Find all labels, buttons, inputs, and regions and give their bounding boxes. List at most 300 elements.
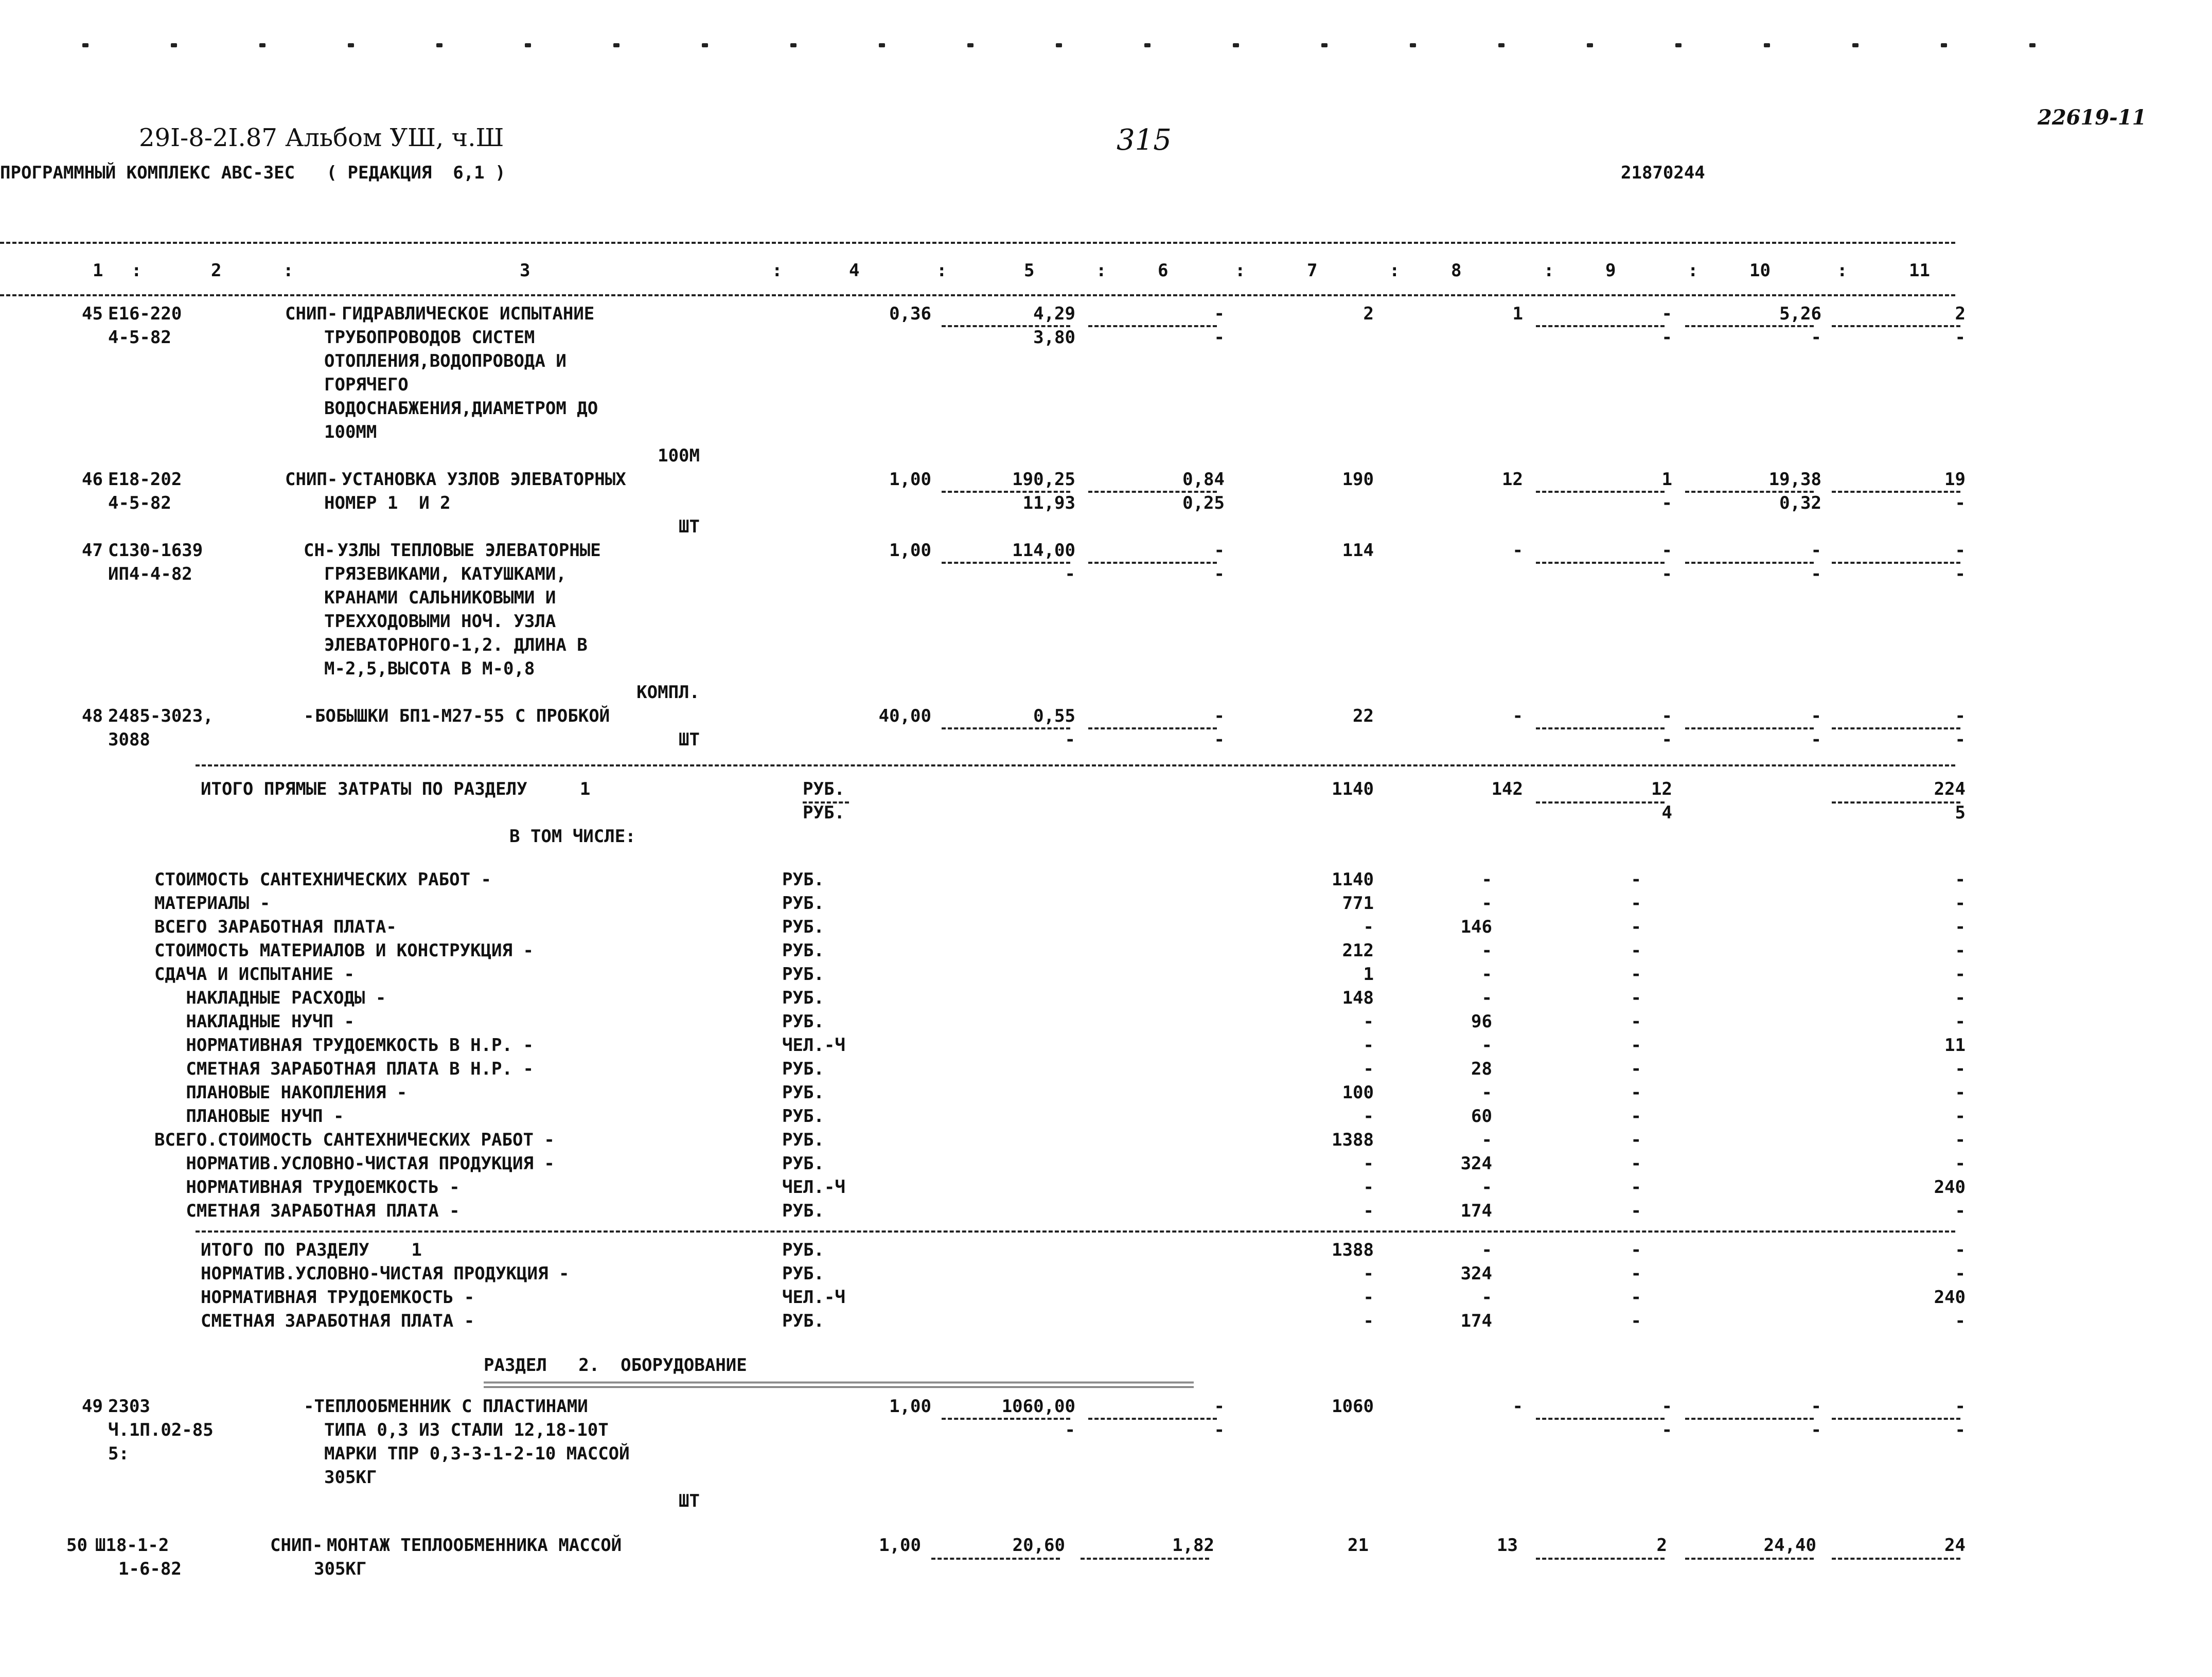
- item-description: -ТЕПЛООБМЕННИК С ПЛАСТИНАМИ: [304, 1396, 588, 1417]
- item-reference: ИП4-4-82: [108, 564, 192, 584]
- unit: РУБ.: [782, 1011, 824, 1032]
- total-wage: -: [1481, 940, 1492, 961]
- section-rule: [196, 1230, 1955, 1233]
- unit-wage-sub: -: [1214, 564, 1225, 584]
- total-wage: -: [1481, 988, 1492, 1008]
- machine-cost: -: [1631, 1177, 1641, 1198]
- machine-cost: -: [1661, 540, 1672, 561]
- column-number: 1: [93, 260, 103, 281]
- total-cost: -: [1363, 1177, 1374, 1198]
- machine-cost: -: [1631, 1035, 1641, 1056]
- column-number: 6: [1158, 260, 1169, 281]
- unit-price-wage: 3,80: [1033, 327, 1075, 348]
- item-unit: ШТ: [679, 516, 700, 537]
- sub-rule: [1088, 325, 1217, 327]
- labor-total: 240: [1934, 1177, 1966, 1198]
- margin-dot: [1321, 43, 1328, 47]
- labor-total: -: [1955, 893, 1966, 914]
- total-wage: -: [1481, 869, 1492, 890]
- sub-rule: [1088, 562, 1217, 564]
- section-title-underline: [484, 1382, 1194, 1388]
- machine-cost: -: [1631, 1263, 1641, 1284]
- section-title: РАЗДЕЛ 2. ОБОРУДОВАНИЕ: [484, 1355, 747, 1376]
- column-number: 5: [1024, 260, 1035, 281]
- column-number: 9: [1605, 260, 1616, 281]
- column-separator: :: [772, 260, 783, 281]
- item-number: 49: [82, 1396, 103, 1417]
- column-separator: :: [1837, 260, 1848, 281]
- machine-wage: -: [1661, 493, 1672, 513]
- labor-total: -: [1955, 540, 1966, 561]
- quantity: 40,00: [878, 706, 931, 726]
- unit-price: 1060,00: [1001, 1396, 1075, 1417]
- column-separator: :: [1235, 260, 1246, 281]
- labor-total: -: [1955, 1082, 1966, 1103]
- labor-total: -: [1955, 964, 1966, 985]
- total-cost: -: [1363, 1106, 1374, 1127]
- item-description: МОНТАЖ ТЕПЛООБМЕННИКА МАССОЙ: [327, 1535, 622, 1556]
- labor-total: 24: [1944, 1535, 1966, 1556]
- sub-rule: [942, 727, 1070, 729]
- labor-total: 19: [1944, 469, 1966, 490]
- unit: РУБ.: [782, 964, 824, 985]
- machine-cost: 1: [1661, 469, 1672, 490]
- total-wage: -: [1512, 706, 1523, 726]
- item-reference: 1-6-82: [118, 1559, 182, 1579]
- total-wage: -: [1512, 540, 1523, 561]
- labor-total-sub: 5: [1955, 802, 1966, 823]
- item-description: ЭЛЕВАТОРНОГО-1,2. ДЛИНА В: [324, 635, 588, 655]
- program-line: ПРОГРАММНЫЙ КОМПЛЕКС АВС-3ЕС ( РЕДАКЦИЯ 6,1 ): [0, 163, 506, 183]
- sub-rule: [1536, 562, 1665, 564]
- labor-unit: -: [1811, 706, 1821, 726]
- total-cost: 2: [1363, 304, 1374, 324]
- unit-price: 20,60: [1012, 1535, 1065, 1556]
- unit: РУБ.: [782, 1059, 824, 1079]
- unit-price-wage: 11,93: [1022, 493, 1075, 513]
- machine-wage: 4: [1661, 802, 1672, 823]
- sub-rule: [1536, 727, 1665, 729]
- labor-unit-sub: -: [1811, 729, 1821, 750]
- labor-unit-sub: -: [1811, 327, 1821, 348]
- total-cost: 1140: [1332, 869, 1374, 890]
- labor-total: -: [1955, 706, 1966, 726]
- item-source: СНИП-: [270, 1535, 323, 1556]
- unit: РУБ.: [782, 940, 824, 961]
- item-description: ТРЕХХОДОВЫМИ НОЧ. УЗЛА: [324, 611, 556, 632]
- column-number: 3: [520, 260, 530, 281]
- total-cost: 190: [1342, 469, 1374, 490]
- margin-dot: [259, 43, 266, 47]
- margin-dot: [1056, 43, 1062, 47]
- total-cost: -: [1363, 1311, 1374, 1331]
- machine-cost: -: [1631, 917, 1641, 937]
- labor-total: -: [1955, 1153, 1966, 1174]
- column-number: 11: [1909, 260, 1930, 281]
- item-number: 48: [82, 706, 103, 726]
- margin-dot: [1941, 43, 1947, 47]
- column-separator: :: [1544, 260, 1554, 281]
- unit-wage-sub: -: [1214, 327, 1225, 348]
- item-reference: 4-5-82: [108, 493, 171, 513]
- header-top-rule: [0, 242, 1955, 244]
- total-cost: 1140: [1332, 779, 1374, 799]
- breakdown-label: НАКЛАДНЫЕ РАСХОДЫ -: [154, 988, 386, 1008]
- unit: ЧЕЛ.-Ч: [782, 1287, 845, 1308]
- breakdown-label: СДАЧА И ИСПЫТАНИЕ -: [154, 964, 355, 985]
- total-wage: -: [1481, 1177, 1492, 1198]
- breakdown-label: ВСЕГО ЗАРАБОТНАЯ ПЛАТА-: [154, 917, 397, 937]
- labor-total: -: [1955, 1396, 1966, 1417]
- unit: РУБ.: [782, 1106, 824, 1127]
- unit: РУБ.: [782, 917, 824, 937]
- total-wage: -: [1481, 964, 1492, 985]
- labor-total: -: [1955, 1011, 1966, 1032]
- margin-dot: [790, 43, 797, 47]
- machine-cost: -: [1631, 1082, 1641, 1103]
- item-description: МАРКИ ТПР 0,3-3-1-2-10 МАССОЙ: [324, 1443, 630, 1464]
- labor-unit: -: [1811, 1396, 1821, 1417]
- sub-rule: [1832, 325, 1960, 327]
- margin-dot: [1144, 43, 1151, 47]
- page-number: 315: [1117, 123, 1172, 157]
- unit-price: 190,25: [1012, 469, 1075, 490]
- item-reference: 4-5-82: [108, 327, 171, 348]
- machine-cost: -: [1631, 1201, 1641, 1221]
- unit: РУБ.: [782, 1153, 824, 1174]
- labor-unit-sub: -: [1811, 564, 1821, 584]
- margin-dot: [436, 43, 443, 47]
- labor-unit: 5,26: [1779, 304, 1821, 324]
- breakdown-label: ПЛАНОВЫЕ НУЧП -: [154, 1106, 344, 1127]
- total-wage: 324: [1460, 1153, 1492, 1174]
- labor-unit: -: [1811, 540, 1821, 561]
- item-reference: 3088: [108, 729, 150, 750]
- total-wage: -: [1481, 1082, 1492, 1103]
- item-number: 47: [82, 540, 103, 561]
- margin-dot: [1675, 43, 1682, 47]
- breakdown-label: НОРМАТИВ.УСЛОВНО-ЧИСТАЯ ПРОДУКЦИЯ -: [154, 1153, 555, 1174]
- item-code: С130-1639: [108, 540, 203, 561]
- total-cost: -: [1363, 1201, 1374, 1221]
- unit-price: 0,55: [1033, 706, 1075, 726]
- total-wage: -: [1481, 893, 1492, 914]
- labor-total: -: [1955, 1130, 1966, 1150]
- unit: ЧЕЛ.-Ч: [782, 1035, 845, 1056]
- total-wage: -: [1481, 1035, 1492, 1056]
- unit-price-wage: -: [1065, 1420, 1075, 1440]
- total-cost: 148: [1342, 988, 1374, 1008]
- sub-rule: [1536, 491, 1665, 493]
- quantity: 0,36: [889, 304, 931, 324]
- unit-wage: -: [1214, 304, 1225, 324]
- section-total-label: СМЕТНАЯ ЗАРАБОТНАЯ ПЛАТА -: [201, 1311, 475, 1331]
- column-number: 2: [211, 260, 222, 281]
- machine-cost: -: [1631, 1011, 1641, 1032]
- sub-rule: [1536, 1418, 1665, 1420]
- machine-cost: -: [1631, 1106, 1641, 1127]
- sub-rule: [1081, 1558, 1209, 1560]
- unit-wage-sub: 0,25: [1182, 493, 1225, 513]
- margin-dot: [879, 43, 885, 47]
- section-total-label: НОРМАТИВ.УСЛОВНО-ЧИСТАЯ ПРОДУКЦИЯ -: [201, 1263, 570, 1284]
- quantity: 1,00: [889, 540, 931, 561]
- item-code: Е16-220: [108, 304, 182, 324]
- unit-price-wage: -: [1065, 729, 1075, 750]
- item-reference-extra: 5:: [108, 1443, 129, 1464]
- unit-price: 4,29: [1033, 304, 1075, 324]
- total-wage: 146: [1460, 917, 1492, 937]
- total-cost: 1060: [1332, 1396, 1374, 1417]
- sub-rule: [1832, 727, 1960, 729]
- labor-total: -: [1955, 1059, 1966, 1079]
- total-direct-label: ИТОГО ПРЯМЫЕ ЗАТРАТЫ ПО РАЗДЕЛУ 1: [201, 779, 591, 799]
- labor-total-sub: -: [1955, 1420, 1966, 1440]
- item-source: СНИП-: [285, 469, 338, 490]
- total-cost: -: [1363, 1153, 1374, 1174]
- item-number: 50: [66, 1535, 87, 1556]
- sub-rule: [942, 562, 1070, 564]
- sub-rule: [1536, 1558, 1665, 1560]
- item-reference: Ч.1П.02-85: [108, 1420, 214, 1440]
- item-source: -: [304, 706, 314, 726]
- labor-total-sub: -: [1955, 564, 1966, 584]
- item-description: ОТОПЛЕНИЯ,ВОДОПРОВОДА И: [324, 351, 567, 371]
- margin-dot: [1233, 43, 1239, 47]
- column-number: 10: [1749, 260, 1771, 281]
- labor-unit-sub: -: [1811, 1420, 1821, 1440]
- labor-total: -: [1955, 940, 1966, 961]
- header-bottom-rule: [0, 294, 1955, 296]
- breakdown-label: СТОИМОСТЬ МАТЕРИАЛОВ И КОНСТРУКЦИЯ -: [154, 940, 534, 961]
- margin-dot: [2029, 43, 2036, 47]
- labor-total: -: [1955, 1106, 1966, 1127]
- sub-rule: [1685, 727, 1814, 729]
- sub-rule: [931, 1558, 1060, 1560]
- machine-cost: -: [1661, 1396, 1672, 1417]
- item-code: Е18-202: [108, 469, 182, 490]
- sub-rule: [1685, 1418, 1814, 1420]
- total-cost: -: [1363, 1035, 1374, 1056]
- item-number: 46: [82, 469, 103, 490]
- sub-rule: [1536, 325, 1665, 327]
- total-wage: 13: [1497, 1535, 1518, 1556]
- sub-rule: [1685, 1558, 1814, 1560]
- labor-unit-sub: 0,32: [1779, 493, 1821, 513]
- unit: РУБ.: [782, 1311, 824, 1331]
- labor-total-sub: -: [1955, 493, 1966, 513]
- labor-total-sub: -: [1955, 729, 1966, 750]
- margin-dot: [1852, 43, 1859, 47]
- labor-unit: 19,38: [1768, 469, 1821, 490]
- sub-rule: [1685, 325, 1814, 327]
- total-wage: 96: [1471, 1011, 1492, 1032]
- item-code: 2303: [108, 1396, 150, 1417]
- total-cost: 771: [1342, 893, 1374, 914]
- unit-wage: -: [1214, 1396, 1225, 1417]
- machine-cost: -: [1631, 1059, 1641, 1079]
- breakdown-label: НАКЛАДНЫЕ НУЧП -: [154, 1011, 355, 1032]
- machine-cost: -: [1631, 988, 1641, 1008]
- machine-cost: -: [1631, 869, 1641, 890]
- handwritten-title: 29І-8-2І.87 Альбом УШ, ч.Ш: [139, 123, 504, 152]
- total-wage: 1: [1512, 304, 1523, 324]
- margin-dot: [171, 43, 177, 47]
- margin-dot: [967, 43, 974, 47]
- item-description: ГОРЯЧЕГО: [324, 374, 409, 395]
- item-code: 2485-3023,: [108, 706, 214, 726]
- item-description: ГИДРАВЛИЧЕСКОЕ ИСПЫТАНИЕ: [342, 304, 595, 324]
- margin-dot: [525, 43, 531, 47]
- machine-cost: -: [1631, 940, 1641, 961]
- breakdown-label: МАТЕРИАЛЫ -: [154, 893, 271, 914]
- margin-dot: [82, 43, 89, 47]
- total-wage: -: [1481, 1130, 1492, 1150]
- labor-total: 11: [1944, 1035, 1966, 1056]
- margin-dot: [1410, 43, 1416, 47]
- breakdown-label: СМЕТНАЯ ЗАРАБОТНАЯ ПЛАТА В Н.Р. -: [154, 1059, 534, 1079]
- labor-total: 224: [1934, 779, 1966, 799]
- item-description: БОБЫШКИ БП1-М27-55 С ПРОБКОЙ: [315, 706, 610, 726]
- sub-rule: [1088, 727, 1217, 729]
- total-wage: -: [1512, 1396, 1523, 1417]
- machine-wage: -: [1661, 729, 1672, 750]
- sub-rule: [1685, 562, 1814, 564]
- total-cost: 1388: [1332, 1240, 1374, 1260]
- quantity: 1,00: [889, 1396, 931, 1417]
- item-description: 100ММ: [324, 422, 377, 442]
- margin-dot: [702, 43, 708, 47]
- item-description: УЗЛЫ ТЕПЛОВЫЕ ЭЛЕВАТОРНЫЕ: [338, 540, 601, 561]
- machine-cost: -: [1631, 1130, 1641, 1150]
- total-wage: -: [1481, 1240, 1492, 1260]
- sub-rule: [1832, 562, 1960, 564]
- margin-dot: [613, 43, 620, 47]
- breakdown-label: ПЛАНОВЫЕ НАКОПЛЕНИЯ -: [154, 1082, 408, 1103]
- total-cost: 1: [1363, 964, 1374, 985]
- unit: РУБ.: [782, 1082, 824, 1103]
- item-number: 45: [82, 304, 103, 324]
- total-wage: 142: [1491, 779, 1523, 799]
- breakdown-label: СМЕТНАЯ ЗАРАБОТНАЯ ПЛАТА -: [154, 1201, 460, 1221]
- sub-rule: [1832, 491, 1960, 493]
- margin-dot: [1587, 43, 1593, 47]
- total-wage: 324: [1460, 1263, 1492, 1284]
- item-unit: 100М: [658, 445, 700, 466]
- machine-cost: -: [1631, 1287, 1641, 1308]
- labor-total: -: [1955, 869, 1966, 890]
- total-wage: 174: [1460, 1201, 1492, 1221]
- labor-total: -: [1955, 1201, 1966, 1221]
- unit-wage: 0,84: [1182, 469, 1225, 490]
- unit-wage-sub: -: [1214, 729, 1225, 750]
- margin-dot: [348, 43, 354, 47]
- machine-wage: -: [1661, 1420, 1672, 1440]
- column-number: 7: [1307, 260, 1318, 281]
- total-cost: 1388: [1332, 1130, 1374, 1150]
- sub-rule: [1832, 1558, 1960, 1560]
- including-label: В ТОМ ЧИСЛЕ:: [509, 826, 636, 847]
- labor-total: 2: [1955, 304, 1966, 324]
- document-code: 21870244: [1621, 163, 1705, 183]
- column-separator: :: [1389, 260, 1400, 281]
- unit: РУБ.: [803, 779, 845, 799]
- total-cost: -: [1363, 1287, 1374, 1308]
- unit: РУБ.: [782, 1240, 824, 1260]
- breakdown-label: СТОИМОСТЬ САНТЕХНИЧЕСКИХ РАБОТ -: [154, 869, 492, 890]
- machine-cost: -: [1631, 1240, 1641, 1260]
- unit-wage: -: [1214, 706, 1225, 726]
- item-description: ТРУБОПРОВОДОВ СИСТЕМ: [324, 327, 535, 348]
- item-code: Ш18-1-2: [95, 1535, 169, 1556]
- total-cost: -: [1363, 1011, 1374, 1032]
- labor-unit: 24,40: [1763, 1535, 1816, 1556]
- sub-rule: [942, 1418, 1070, 1420]
- unit: РУБ.: [782, 1130, 824, 1150]
- column-separator: :: [936, 260, 947, 281]
- section-total-label: НОРМАТИВНАЯ ТРУДОЕМКОСТЬ -: [201, 1287, 475, 1308]
- section-total-label: ИТОГО ПО РАЗДЕЛУ 1: [201, 1240, 422, 1260]
- item-description: ВОДОСНАБЖЕНИЯ,ДИАМЕТРОМ ДО: [324, 398, 598, 419]
- total-cost: 21: [1348, 1535, 1369, 1556]
- column-separator: :: [1096, 260, 1107, 281]
- machine-cost: 12: [1651, 779, 1672, 799]
- sub-rule: [1832, 1418, 1960, 1420]
- machine-cost: 2: [1656, 1535, 1667, 1556]
- unit-price-wage: -: [1065, 564, 1075, 584]
- item-description: ГРЯЗЕВИКАМИ, КАТУШКАМИ,: [324, 564, 567, 584]
- column-number: 4: [849, 260, 860, 281]
- labor-total: -: [1955, 1311, 1966, 1331]
- breakdown-label: ВСЕГО.СТОИМОСТЬ САНТЕХНИЧЕСКИХ РАБОТ -: [154, 1130, 555, 1150]
- item-unit: КОМПЛ.: [636, 682, 700, 703]
- breakdown-label: НОРМАТИВНАЯ ТРУДОЕМКОСТЬ -: [154, 1177, 460, 1198]
- machine-cost: -: [1631, 964, 1641, 985]
- breakdown-label: НОРМАТИВНАЯ ТРУДОЕМКОСТЬ В Н.Р. -: [154, 1035, 534, 1056]
- labor-total-sub: -: [1955, 327, 1966, 348]
- machine-cost: -: [1631, 1153, 1641, 1174]
- labor-total: -: [1955, 988, 1966, 1008]
- item-description: 305КГ: [324, 1467, 377, 1488]
- unit: РУБ.: [803, 802, 845, 823]
- unit-wage-sub: -: [1214, 1420, 1225, 1440]
- item-description: ТИПА 0,3 ИЗ СТАЛИ 12,18-10Т: [324, 1420, 609, 1440]
- unit: РУБ.: [782, 869, 824, 890]
- quantity: 1,00: [879, 1535, 921, 1556]
- total-cost: 114: [1342, 540, 1374, 561]
- corner-number: 22619-11: [2038, 105, 2147, 130]
- column-separator: :: [1688, 260, 1698, 281]
- column-separator: :: [131, 260, 142, 281]
- item-description: УСТАНОВКА УЗЛОВ ЭЛЕВАТОРНЫХ: [342, 469, 626, 490]
- unit: РУБ.: [782, 1263, 824, 1284]
- column-number: 8: [1451, 260, 1462, 281]
- unit-wage: -: [1214, 540, 1225, 561]
- column-separator: :: [283, 260, 294, 281]
- item-description: 305КГ: [314, 1559, 367, 1579]
- margin-dot: [1764, 43, 1770, 47]
- unit: РУБ.: [782, 893, 824, 914]
- machine-wage: -: [1661, 564, 1672, 584]
- total-wage: 12: [1502, 469, 1523, 490]
- total-cost: 212: [1342, 940, 1374, 961]
- total-cost: -: [1363, 1059, 1374, 1079]
- item-description: М-2,5,ВЫСОТА В М-0,8: [324, 658, 535, 679]
- labor-total: -: [1955, 917, 1966, 937]
- margin-dot: [1498, 43, 1505, 47]
- unit-price: 114,00: [1012, 540, 1075, 561]
- item-description: КРАНАМИ САЛЬНИКОВЫМИ И: [324, 587, 556, 608]
